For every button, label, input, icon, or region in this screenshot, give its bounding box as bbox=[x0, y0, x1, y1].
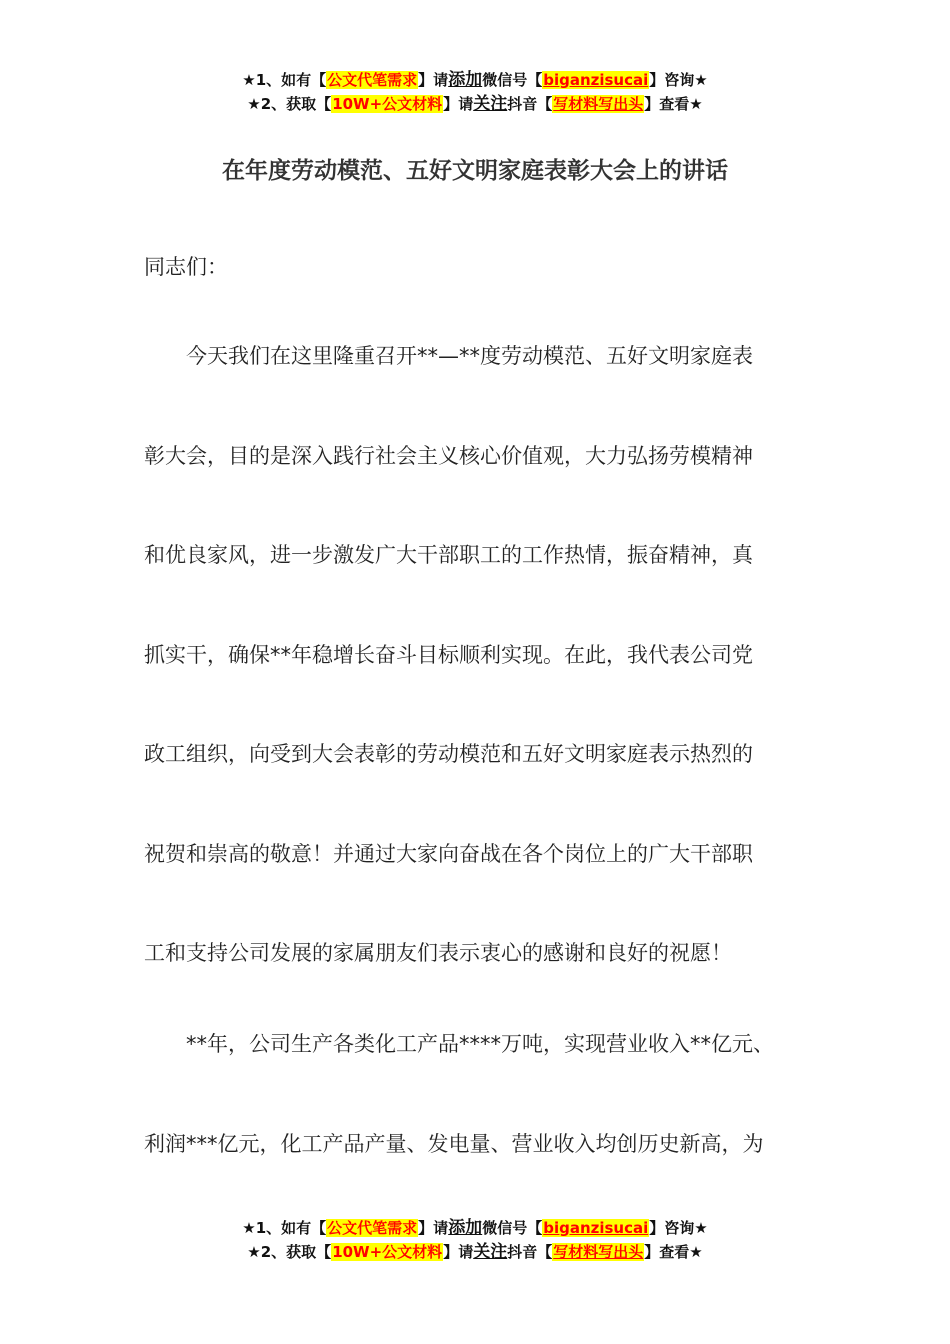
banner-line-1 bbox=[0, 1216, 950, 1240]
banner-text: 】咨询★ bbox=[649, 71, 708, 89]
banner-highlight: 10W+公文材料 bbox=[332, 95, 443, 113]
text-line: 和优良家风，进一步激发广大干部职工的工作热情，振奋精神，真 bbox=[144, 543, 753, 567]
text-line: 工和支持公司发展的家属朋友们表示衷心的感谢和良好的祝愿！ bbox=[144, 941, 732, 965]
banner-wechat-id: biganzisucai bbox=[543, 71, 649, 89]
banner-text: ★1、如有【 bbox=[242, 71, 327, 89]
text-line: 彰大会，目的是深入践行社会主义核心价值观，大力弘扬劳模精神 bbox=[144, 443, 753, 468]
banner-line-2 bbox=[0, 92, 950, 116]
greeting: 同志们： bbox=[144, 255, 228, 279]
banner-text: 微信号【 bbox=[482, 1219, 543, 1237]
paragraph-1 bbox=[144, 341, 814, 1038]
banner-text: ★2、获取【 bbox=[247, 1243, 332, 1261]
banner-text: ★2、获取【 bbox=[247, 95, 332, 113]
banner-text: 】查看★ bbox=[644, 1243, 703, 1261]
text-line: 抓实干，确保**年稳增长奋斗目标顺利实现。在此，我代表公司党 bbox=[144, 642, 753, 667]
banner-emphasis: 添加 bbox=[448, 70, 483, 90]
text-line: 政工组织，向受到大会表彰的劳动模范和五好文明家庭表示热烈的 bbox=[144, 742, 753, 766]
text-line: 祝贺和崇高的敬意！并通过大家向奋战在各个岗位上的广大干部职 bbox=[144, 841, 753, 866]
banner-text: 】请 bbox=[443, 1243, 474, 1261]
banner-emphasis: 添加 bbox=[448, 1218, 483, 1238]
footer-banner bbox=[0, 1216, 950, 1264]
banner-highlight: 10W+公文材料 bbox=[332, 1243, 443, 1261]
banner-text: ★1、如有【 bbox=[242, 1219, 327, 1237]
banner-emphasis: 关注 bbox=[473, 94, 508, 114]
banner-wechat-id: biganzisucai bbox=[543, 1219, 649, 1237]
text-line: **年，公司生产各类化工产品****万吨，实现营业收入**亿元、 bbox=[186, 1032, 774, 1056]
header-banner bbox=[0, 68, 950, 116]
banner-highlight: 公文代笔需求 bbox=[327, 71, 418, 89]
banner-highlight: 公文代笔需求 bbox=[327, 1219, 418, 1237]
text-line: 利润***亿元，化工产品产量、发电量、营业收入均创历史新高，为 bbox=[144, 1131, 764, 1156]
banner-douyin-id: 写材料写出头 bbox=[553, 1243, 644, 1261]
banner-text: 】请 bbox=[443, 95, 474, 113]
text-line: 今天我们在这里隆重召开**—**度劳动模范、五好文明家庭表 bbox=[186, 344, 753, 368]
banner-douyin-id: 写材料写出头 bbox=[553, 95, 644, 113]
banner-text: 抖音【 bbox=[507, 1243, 553, 1261]
banner-line-2 bbox=[0, 1240, 950, 1264]
banner-text: 抖音【 bbox=[507, 95, 553, 113]
banner-text: 】请 bbox=[418, 71, 449, 89]
banner-emphasis: 关注 bbox=[473, 1242, 508, 1262]
document-title: 在年度劳动模范、五好文明家庭表彰大会上的讲话 bbox=[222, 158, 728, 184]
banner-text: 微信号【 bbox=[482, 71, 543, 89]
banner-text: 】请 bbox=[418, 1219, 449, 1237]
paragraph-2 bbox=[144, 1029, 814, 1228]
banner-line-1 bbox=[0, 68, 950, 92]
banner-text: 】查看★ bbox=[644, 95, 703, 113]
banner-text: 】咨询★ bbox=[649, 1219, 708, 1237]
